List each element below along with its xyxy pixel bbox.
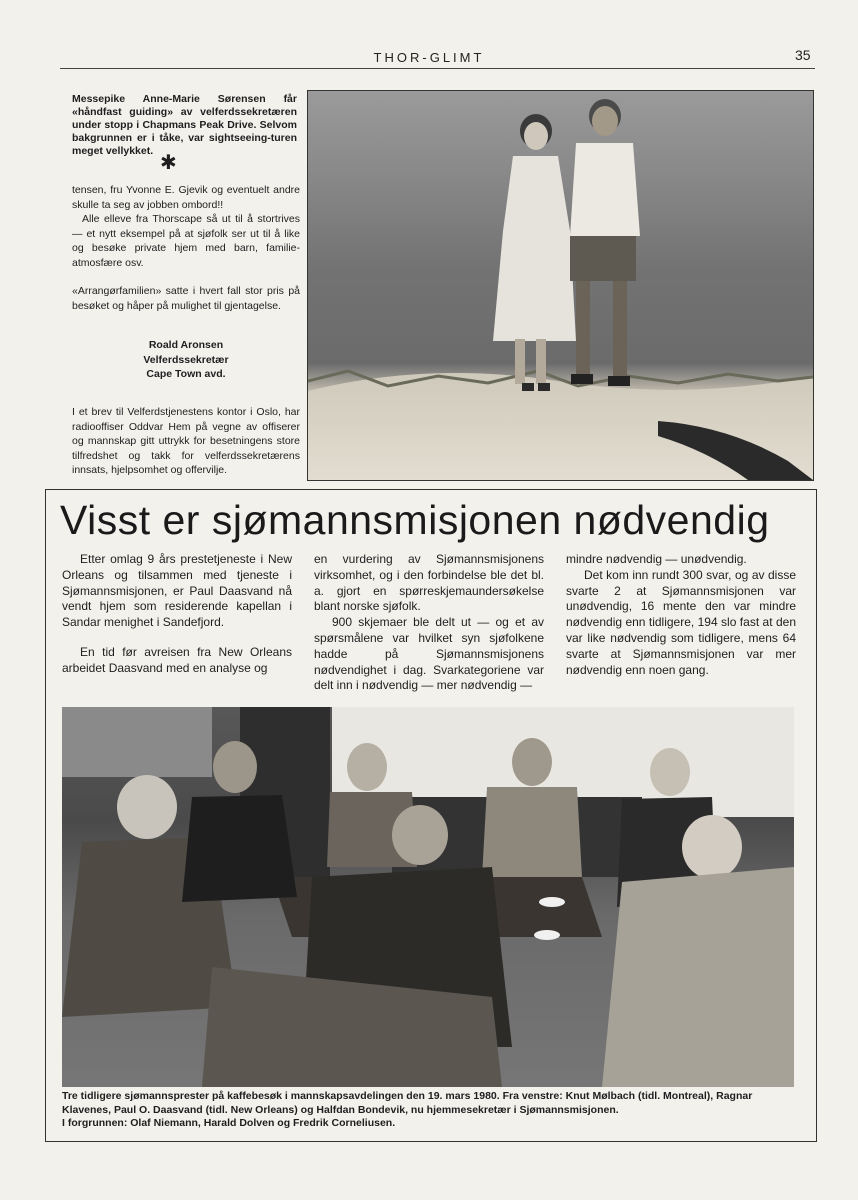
article-column-1 [62, 552, 292, 677]
col2-paragraph-1: en vurdering av Sjømannsmisjonens virksomhet, og i den forbindelse ble det bl. a. gjort en spørreskjemaundersøkelse blant norske sjøfolk. [314, 552, 544, 614]
meeting-photo [62, 707, 794, 1087]
signature-place: Cape Town avd. [146, 368, 226, 380]
meeting-photo-caption [62, 1090, 798, 1131]
signature-name: Roald Aronsen [148, 339, 224, 351]
article-column-2 [314, 552, 544, 694]
signature [72, 338, 300, 382]
signature-title: Velferdssekretær [143, 353, 229, 366]
asterisk-divider: ✱ [160, 152, 177, 174]
article-column-3 [566, 552, 796, 678]
col1-paragraph-2: En tid før avreisen fra New Orleans arbeidet Daasvand med en analyse og [62, 644, 292, 675]
col3-paragraph-2: Det kom inn rundt 300 svar, og av disse svarte 2 at Sjømannsmisjonen var unødvendig, 16 mente den var mindre nødvendig enn tidligere, 194 slo fast at den var like nødvendig som tidligere, mens 64 svarte at Sjømannsmisjonen var mer nødvendig enn noen gang. [566, 567, 796, 677]
page-number: 35 [795, 47, 811, 63]
top-paragraph-3: «Arrangørfamilien» satte i hvert fall stor pris på besøket og håper på mulighet til gjentagelse. [72, 285, 300, 312]
col2-paragraph-2: 900 skjemaer ble delt ut — og et av spørsmålene var hvilket syn sjøfolkene hadde på Sjømannsmisjonens nødvendighet i dag. Svarkategoriene var delt inn i nødvendig — mer nødvendig — [314, 615, 544, 693]
top-photo-caption: Messepike Anne-Marie Sørensen får «håndfast guiding» av velferdssekretæren under stopp i Chapmans Peak Drive. Selvom bakgrunnen er i tåke, var sightseeing-turen meget vellykket. [72, 93, 297, 157]
running-header: THOR-GLIMT [373, 50, 485, 65]
meeting-photo-illustration [62, 707, 794, 1087]
top-paragraph-4: I et brev til Velferdstjenestens kontor i Oslo, har radiooffiser Oddvar Hem på vegne av offiserer og mannskap gitt uttrykk for besetningens store tilfredshet og takk for velferdssekretærens innsats, hjelpsomhet og offervilje. [72, 406, 300, 476]
top-paragraph-1: tensen, fru Yvonne E. Gjevik og eventuelt andre skulle ta seg av jobben ombord!! [72, 184, 300, 211]
top-photo [307, 90, 814, 481]
article-headline: Visst er sjømannsmisjonen nødvendig [60, 497, 770, 543]
top-paragraph-2: Alle elleve fra Thorscape så ut til å stortrives — et nytt eksempel på at sjøfolk ser ut til å like og besøke private hjem med barn, familie-atmosfære osv. [72, 213, 300, 269]
col3-paragraph-1: mindre nødvendig — unødvendig. [566, 552, 747, 566]
caption-line-1: Tre tidligere sjømannsprester på kaffebesøk i mannskapsavdelingen den 19. mars 1980. Fra venstre: Knut Mølbach (tidl. Montreal), Ragnar Klavenes, Paul O. Daasvand (tidl. New Orleans) og Halfdan Bondevik, nu hjemmesekretær i Sjømannsmisjonen. [62, 1090, 753, 1116]
top-text-block [72, 183, 300, 313]
col1-paragraph-1: Etter omlag 9 års prestetjeneste i New Orleans og tilsammen med tjeneste i Sjømannsmisjonen, er Paul Daasvand nå vendt hjem som residerende kapellan i Sandar menighet i Sandefjord. [62, 552, 292, 630]
couple-photo-illustration [308, 91, 813, 480]
header-rule [60, 68, 815, 69]
caption-line-2: I forgrunnen: Olaf Niemann, Harald Dolven og Fredrik Corneliusen. [62, 1117, 396, 1129]
